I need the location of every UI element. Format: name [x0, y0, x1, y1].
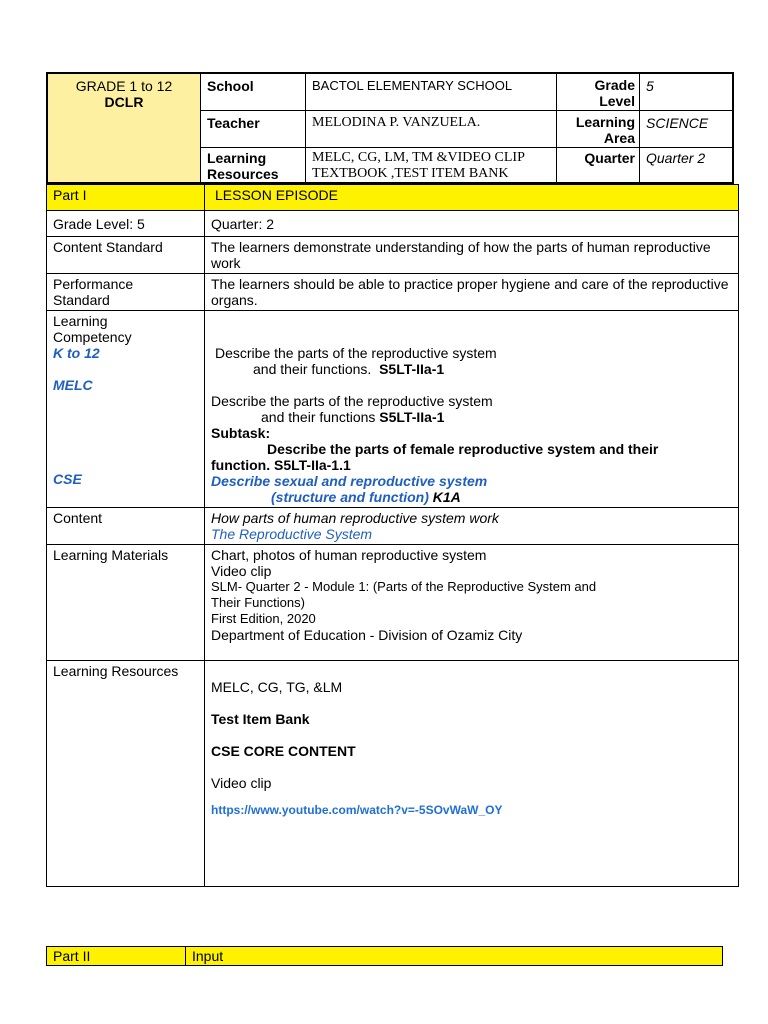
learning-area-value: SCIENCE	[640, 110, 734, 147]
competency-label-line-1: Learning	[53, 313, 108, 329]
teacher-value: MELODINA P. VANZUELA.	[306, 110, 557, 147]
materials-line-3: SLM- Quarter 2 - Module 1: (Parts of the Reproductive System and	[211, 579, 597, 594]
competency-label-line-2: Competency	[53, 329, 132, 345]
grade-level-label: Grade Level	[557, 73, 640, 110]
grade-level-value: 5	[640, 73, 734, 110]
materials-line-6: Department of Education - Division of Ozamiz City	[211, 627, 523, 643]
learning-materials-text	[205, 545, 739, 661]
learning-competency-label	[47, 311, 205, 508]
resources-line-2: TEXTBOOK ,TEST ITEM BANK	[312, 165, 509, 181]
content-line-1: How parts of human reproductive system work	[211, 510, 499, 526]
lesson-episode-title: LESSON EPISODE	[205, 185, 739, 211]
cse-competency-line-2: (structure and function)	[271, 489, 429, 505]
melc-competency-line-1: Describe the parts of the reproductive system	[211, 393, 493, 409]
content-line-2: The Reproductive System	[211, 526, 373, 542]
content-text	[205, 508, 739, 545]
teacher-label: Teacher	[201, 110, 306, 147]
k12-competency-line-1: Describe the parts of the reproductive system	[215, 345, 497, 361]
learning-materials-label: Learning Materials	[47, 545, 205, 661]
k12-code: S5LT-IIa-1	[379, 361, 445, 377]
resources-video-clip: Video clip	[211, 775, 272, 791]
subtask-line-2: function. S5LT-IIa-1.1	[211, 457, 351, 473]
lesson-table	[46, 184, 739, 887]
learning-resources-label-main: Learning Resources	[47, 661, 205, 887]
quarter-value: Quarter 2	[640, 147, 734, 183]
school-label: School	[201, 73, 306, 110]
quarter-cell: Quarter: 2	[205, 211, 739, 237]
grade-dclr-cell	[47, 73, 201, 183]
learning-resources-value	[306, 147, 557, 183]
grade-range: GRADE 1 to 12	[75, 78, 173, 94]
melc-tag: MELC	[53, 377, 93, 393]
part-2-label: Part II	[47, 947, 186, 966]
performance-standard-text: The learners should be able to practice proper hygiene and care of the reproductive organs.	[205, 274, 739, 311]
materials-line-2: Video clip	[211, 563, 272, 579]
subtask-line-1: Describe the parts of female reproductive system and their	[267, 441, 659, 457]
performance-label-line-1: Performance	[53, 276, 134, 292]
resources-line-1: MELC, CG, LM, TM &VIDEO CLIP	[312, 149, 525, 165]
melc-code: S5LT-IIa-1	[379, 409, 445, 425]
quarter-label: Quarter	[557, 147, 640, 183]
part-2-table	[46, 946, 723, 966]
part-2-title: Input	[186, 947, 723, 966]
performance-label-line-2: Standard	[53, 292, 110, 308]
performance-standard-label	[47, 274, 205, 311]
content-standard-text: The learners demonstrate understanding of how the parts of human reproductive work	[205, 237, 739, 274]
resources-melc-line: MELC, CG, TG, &LM	[211, 679, 343, 695]
part-1-label: Part I	[47, 185, 205, 211]
k12-tag: K to 12	[53, 345, 100, 361]
youtube-link[interactable]: https://www.youtube.com/watch?v=-5SOvWaW_OY	[211, 803, 503, 817]
cse-code: K1A	[432, 489, 461, 505]
k12-competency-line-2: and their functions.	[253, 361, 372, 377]
cse-tag: CSE	[53, 471, 82, 487]
school-value: BACTOL ELEMENTARY SCHOOL	[306, 73, 557, 110]
grade-level-cell: Grade Level: 5	[47, 211, 205, 237]
cse-competency-line-1: Describe sexual and reproductive system	[211, 473, 488, 489]
content-label: Content	[47, 508, 205, 545]
learning-resources-text	[205, 661, 739, 887]
resources-test-item-bank: Test Item Bank	[211, 711, 310, 727]
melc-competency-line-2: and their functions	[261, 409, 376, 425]
resources-cse-core-content: CSE CORE CONTENT	[211, 743, 356, 759]
subtask-label: Subtask:	[211, 425, 271, 441]
learning-resources-label: Learning Resources	[201, 147, 306, 183]
header-table	[46, 72, 734, 184]
content-standard-label: Content Standard	[47, 237, 205, 274]
learning-competency-text	[205, 311, 739, 508]
materials-line-4: Their Functions)	[211, 595, 305, 610]
materials-line-1: Chart, photos of human reproductive system	[211, 547, 487, 563]
dclr-label: DCLR	[104, 94, 144, 110]
learning-area-label: Learning Area	[557, 110, 640, 147]
materials-line-5: First Edition, 2020	[211, 611, 316, 626]
